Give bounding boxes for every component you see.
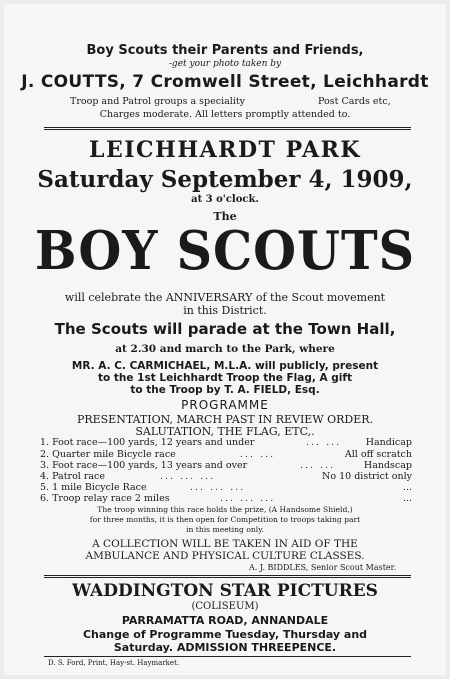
programme-sub-1: PRESENTATION, MARCH PAST IN REVIEW ORDER. <box>76 413 374 426</box>
relay-note-1: The troop winning this race holds the prize, (A Handsome Shield,) <box>97 505 353 514</box>
venue: LEICHHARDT PARK <box>89 137 361 163</box>
presentation-line-2: to the 1st Leichhardt Troop the Flag, A gift <box>98 372 352 384</box>
header-line-2: -get your photo taken by <box>168 59 282 69</box>
collection-line-2: AMBULANCE AND PHYSICAL CULTURE CLASSES. <box>85 550 365 562</box>
advert-title: WADDINGTON STAR PICTURES <box>72 581 378 601</box>
programme-sub-2: SALUTATION, THE FLAG, ETC,. <box>135 425 315 438</box>
item-name: 6. Troop relay race 2 miles <box>40 493 170 504</box>
event-date: Saturday September 4, 1909, <box>37 166 413 193</box>
relay-note-3: in this meeting only. <box>186 525 264 534</box>
signature: A. J. BIDDLES, Senior Scout Master. <box>249 563 397 572</box>
photographer-line: J. COUTTS, 7 Cromwell Street, Leichhardt <box>21 72 429 92</box>
header-line-5: Charges moderate. All letters promptly attended to. <box>99 109 351 120</box>
relay-note-2: for three months, it is then open for Competition to troops taking part <box>89 515 361 524</box>
presentation-line-3: to the Troop by T. A. FIELD, Esq. <box>130 384 320 396</box>
collection-line-1: A COLLECTION WILL BE TAKEN IN AID OF THE <box>92 538 358 550</box>
header-line-4-right: Post Cards etc, <box>318 96 391 107</box>
item-name: 3. Foot race—100 yards, 13 years and over <box>40 460 248 471</box>
item-dots: ... ... <box>306 437 342 448</box>
item-condition: ... <box>402 493 412 504</box>
presentation-line-1: MR. A. C. CARMICHAEL, M.L.A. will publicly, present <box>71 360 379 372</box>
event-time: at 3 o'clock. <box>191 194 259 205</box>
item-dots: ... ... ... <box>160 471 216 482</box>
advert-line-1: Change of Programme Tuesday, Thursday and <box>82 628 368 641</box>
advert-sub: (COLISEUM) <box>191 601 259 612</box>
item-condition: Handicap <box>365 437 412 448</box>
item-dots: ... ... ... <box>190 482 246 493</box>
item-condition: No 10 district only <box>322 471 412 482</box>
item-name: 2. Quarter mile Bicycle race <box>40 449 176 460</box>
celebrate-line-2: in this District. <box>183 304 267 317</box>
item-dots: ... ... ... <box>220 493 276 504</box>
item-name: 5. 1 mile Bicycle Race <box>40 482 147 493</box>
item-name: 1. Foot race—100 yards, 12 years and under <box>40 437 255 448</box>
item-condition: All off scratch <box>344 449 412 460</box>
advert-address: PARRAMATTA ROAD, ANNANDALE <box>121 614 329 627</box>
divider-top <box>44 127 411 130</box>
celebrate-line-1: will celebrate the ANNIVERSARY of the Scout movement <box>64 291 386 304</box>
main-title: BOY SCOUTS <box>34 220 416 282</box>
advert-line-2: Saturday. ADMISSION THREEPENCE. <box>113 641 337 654</box>
parade-line: The Scouts will parade at the Town Hall, <box>54 320 396 338</box>
programme-heading: PROGRAMME <box>181 398 269 412</box>
header-line-4-left: Troop and Patrol groups a speciality <box>70 96 246 107</box>
item-condition: Handscap <box>363 460 412 471</box>
item-dots: ... ... <box>240 449 276 460</box>
item-dots: ... ... <box>300 460 336 471</box>
divider-bottom <box>44 575 411 578</box>
printer-imprint: D. S. Ford, Print, Hay-st. Haymarket. <box>48 659 180 667</box>
the-word: The <box>213 210 237 223</box>
march-line: at 2.30 and march to the Park, where <box>115 343 335 355</box>
divider-imprint <box>44 656 411 657</box>
header-line-1: Boy Scouts their Parents and Friends, <box>86 43 364 58</box>
item-condition: ... <box>402 482 412 493</box>
item-name: 4. Patrol race <box>40 471 105 482</box>
